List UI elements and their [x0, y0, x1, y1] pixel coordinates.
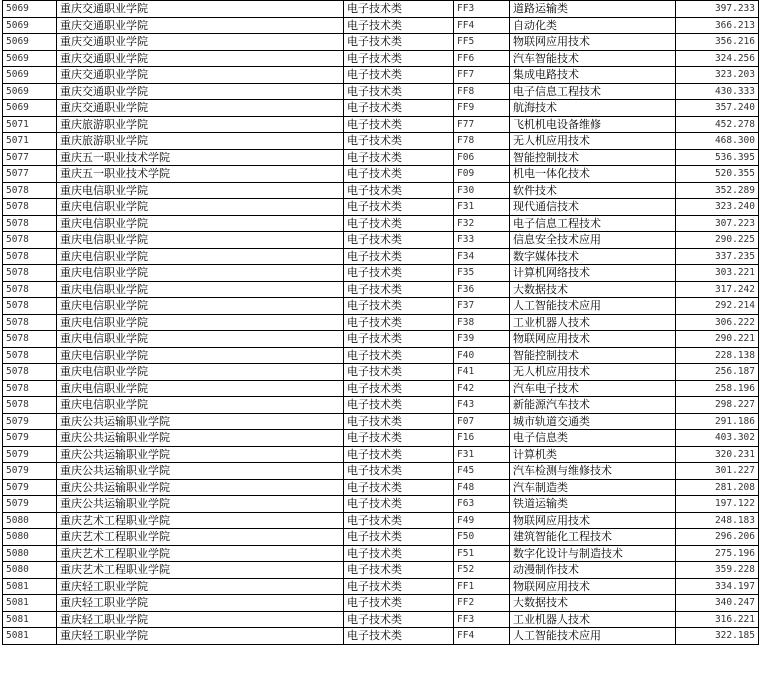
school-code-cell: 5080 [3, 529, 57, 546]
major-name-cell: 智能控制技术 [510, 347, 676, 364]
major-group-code-cell: F30 [454, 182, 510, 199]
school-name-cell: 重庆交通职业学院 [57, 100, 344, 117]
score-cell: 248.183 [676, 512, 759, 529]
major-name-cell: 铁道运输类 [510, 496, 676, 513]
category-cell: 电子技术类 [344, 347, 454, 364]
score-cell: 359.228 [676, 562, 759, 579]
school-code-cell: 5069 [3, 83, 57, 100]
major-name-cell: 自动化类 [510, 17, 676, 34]
school-name-cell: 重庆交通职业学院 [57, 50, 344, 67]
school-code-cell: 5078 [3, 314, 57, 331]
major-name-cell: 电子信息工程技术 [510, 83, 676, 100]
major-group-code-cell: F45 [454, 463, 510, 480]
school-code-cell: 5069 [3, 100, 57, 117]
category-cell: 电子技术类 [344, 67, 454, 84]
school-code-cell: 5071 [3, 116, 57, 133]
table-row [3, 149, 759, 166]
category-cell: 电子技术类 [344, 199, 454, 216]
score-cell: 275.196 [676, 545, 759, 562]
school-code-cell: 5078 [3, 298, 57, 315]
school-code-cell: 5078 [3, 331, 57, 348]
table-row [3, 67, 759, 84]
school-code-cell: 5077 [3, 166, 57, 183]
major-group-code-cell: FF1 [454, 578, 510, 595]
category-cell: 电子技术类 [344, 331, 454, 348]
school-code-cell: 5079 [3, 413, 57, 430]
table-row [3, 248, 759, 265]
category-cell: 电子技术类 [344, 628, 454, 645]
score-cell: 356.216 [676, 34, 759, 51]
school-code-cell: 5078 [3, 182, 57, 199]
table-row [3, 364, 759, 381]
school-name-cell: 重庆电信职业学院 [57, 347, 344, 364]
school-code-cell: 5078 [3, 215, 57, 232]
major-name-cell: 电子信息工程技术 [510, 215, 676, 232]
category-cell: 电子技术类 [344, 298, 454, 315]
category-cell: 电子技术类 [344, 529, 454, 546]
school-code-cell: 5078 [3, 380, 57, 397]
category-cell: 电子技术类 [344, 545, 454, 562]
school-code-cell: 5078 [3, 199, 57, 216]
major-group-code-cell: F49 [454, 512, 510, 529]
major-group-code-cell: FF3 [454, 611, 510, 628]
table-row [3, 281, 759, 298]
table-row [3, 199, 759, 216]
category-cell: 电子技术类 [344, 314, 454, 331]
school-name-cell: 重庆交通职业学院 [57, 1, 344, 18]
score-cell: 291.186 [676, 413, 759, 430]
category-cell: 电子技术类 [344, 496, 454, 513]
table-row [3, 529, 759, 546]
score-cell: 452.278 [676, 116, 759, 133]
category-cell: 电子技术类 [344, 397, 454, 414]
major-group-code-cell: F32 [454, 215, 510, 232]
major-group-code-cell: FF3 [454, 1, 510, 18]
table-row [3, 232, 759, 249]
major-name-cell: 汽车检测与维修技术 [510, 463, 676, 480]
table-row [3, 545, 759, 562]
category-cell: 电子技术类 [344, 430, 454, 447]
table-row [3, 578, 759, 595]
category-cell: 电子技术类 [344, 83, 454, 100]
table-row [3, 265, 759, 282]
table-row [3, 298, 759, 315]
category-cell: 电子技术类 [344, 166, 454, 183]
score-cell: 403.302 [676, 430, 759, 447]
score-cell: 292.214 [676, 298, 759, 315]
table-row [3, 611, 759, 628]
major-group-code-cell: FF4 [454, 628, 510, 645]
table-row [3, 430, 759, 447]
score-cell: 323.203 [676, 67, 759, 84]
major-group-code-cell: F33 [454, 232, 510, 249]
major-name-cell: 物联网应用技术 [510, 578, 676, 595]
major-name-cell: 工业机器人技术 [510, 314, 676, 331]
major-name-cell: 无人机应用技术 [510, 133, 676, 150]
school-code-cell: 5078 [3, 364, 57, 381]
category-cell: 电子技术类 [344, 364, 454, 381]
score-cell: 301.227 [676, 463, 759, 480]
score-cell: 366.213 [676, 17, 759, 34]
major-name-cell: 工业机器人技术 [510, 611, 676, 628]
table-row [3, 314, 759, 331]
score-cell: 324.256 [676, 50, 759, 67]
school-name-cell: 重庆轻工职业学院 [57, 628, 344, 645]
category-cell: 电子技术类 [344, 281, 454, 298]
category-cell: 电子技术类 [344, 100, 454, 117]
school-name-cell: 重庆艺术工程职业学院 [57, 562, 344, 579]
major-name-cell: 软件技术 [510, 182, 676, 199]
school-code-cell: 5078 [3, 397, 57, 414]
score-cell: 323.240 [676, 199, 759, 216]
major-group-code-cell: FF9 [454, 100, 510, 117]
school-code-cell: 5080 [3, 512, 57, 529]
major-group-code-cell: F34 [454, 248, 510, 265]
school-name-cell: 重庆轻工职业学院 [57, 611, 344, 628]
major-group-code-cell: FF6 [454, 50, 510, 67]
major-name-cell: 大数据技术 [510, 595, 676, 612]
school-name-cell: 重庆公共运输职业学院 [57, 446, 344, 463]
major-group-code-cell: F36 [454, 281, 510, 298]
major-group-code-cell: F31 [454, 446, 510, 463]
category-cell: 电子技术类 [344, 215, 454, 232]
major-name-cell: 汽车电子技术 [510, 380, 676, 397]
score-cell: 290.225 [676, 232, 759, 249]
school-name-cell: 重庆电信职业学院 [57, 298, 344, 315]
school-code-cell: 5069 [3, 67, 57, 84]
score-cell: 320.231 [676, 446, 759, 463]
table-row [3, 34, 759, 51]
table-row [3, 413, 759, 430]
table-row [3, 215, 759, 232]
school-code-cell: 5081 [3, 578, 57, 595]
score-cell: 357.240 [676, 100, 759, 117]
category-cell: 电子技术类 [344, 232, 454, 249]
table-row [3, 397, 759, 414]
major-group-code-cell: FF2 [454, 595, 510, 612]
school-code-cell: 5078 [3, 232, 57, 249]
major-group-code-cell: F51 [454, 545, 510, 562]
table-row [3, 166, 759, 183]
school-name-cell: 重庆电信职业学院 [57, 248, 344, 265]
score-cell: 228.138 [676, 347, 759, 364]
school-name-cell: 重庆公共运输职业学院 [57, 479, 344, 496]
category-cell: 电子技术类 [344, 34, 454, 51]
score-cell: 197.122 [676, 496, 759, 513]
major-name-cell: 动漫制作技术 [510, 562, 676, 579]
major-name-cell: 物联网应用技术 [510, 34, 676, 51]
major-name-cell: 汽车制造类 [510, 479, 676, 496]
table-row [3, 496, 759, 513]
major-name-cell: 电子信息类 [510, 430, 676, 447]
category-cell: 电子技术类 [344, 512, 454, 529]
score-cell: 397.233 [676, 1, 759, 18]
category-cell: 电子技术类 [344, 149, 454, 166]
score-cell: 334.197 [676, 578, 759, 595]
table-row [3, 100, 759, 117]
school-code-cell: 5077 [3, 149, 57, 166]
major-group-code-cell: F77 [454, 116, 510, 133]
table-row [3, 116, 759, 133]
school-code-cell: 5079 [3, 446, 57, 463]
school-code-cell: 5069 [3, 34, 57, 51]
table-row [3, 463, 759, 480]
school-code-cell: 5078 [3, 281, 57, 298]
school-code-cell: 5079 [3, 463, 57, 480]
school-name-cell: 重庆电信职业学院 [57, 331, 344, 348]
major-group-code-cell: F39 [454, 331, 510, 348]
major-name-cell: 机电一体化技术 [510, 166, 676, 183]
admission-score-table [2, 0, 759, 645]
school-name-cell: 重庆旅游职业学院 [57, 133, 344, 150]
major-group-code-cell: FF5 [454, 34, 510, 51]
score-cell: 520.355 [676, 166, 759, 183]
table-row [3, 479, 759, 496]
school-code-cell: 5069 [3, 17, 57, 34]
table-row [3, 50, 759, 67]
school-code-cell: 5078 [3, 248, 57, 265]
category-cell: 电子技术类 [344, 248, 454, 265]
school-code-cell: 5069 [3, 1, 57, 18]
school-name-cell: 重庆轻工职业学院 [57, 578, 344, 595]
school-code-cell: 5078 [3, 265, 57, 282]
school-code-cell: 5081 [3, 628, 57, 645]
school-name-cell: 重庆公共运输职业学院 [57, 496, 344, 513]
major-name-cell: 新能源汽车技术 [510, 397, 676, 414]
score-cell: 340.247 [676, 595, 759, 612]
category-cell: 电子技术类 [344, 50, 454, 67]
school-code-cell: 5071 [3, 133, 57, 150]
score-cell: 322.185 [676, 628, 759, 645]
score-cell: 352.289 [676, 182, 759, 199]
category-cell: 电子技术类 [344, 133, 454, 150]
major-group-code-cell: FF7 [454, 67, 510, 84]
major-group-code-cell: F40 [454, 347, 510, 364]
school-name-cell: 重庆交通职业学院 [57, 67, 344, 84]
table-row [3, 133, 759, 150]
school-code-cell: 5080 [3, 545, 57, 562]
major-name-cell: 航海技术 [510, 100, 676, 117]
table-row [3, 562, 759, 579]
school-name-cell: 重庆交通职业学院 [57, 17, 344, 34]
table-row [3, 83, 759, 100]
school-name-cell: 重庆公共运输职业学院 [57, 430, 344, 447]
major-name-cell: 城市轨道交通类 [510, 413, 676, 430]
school-name-cell: 重庆艺术工程职业学院 [57, 512, 344, 529]
category-cell: 电子技术类 [344, 182, 454, 199]
major-name-cell: 道路运输类 [510, 1, 676, 18]
category-cell: 电子技术类 [344, 463, 454, 480]
major-name-cell: 现代通信技术 [510, 199, 676, 216]
school-name-cell: 重庆电信职业学院 [57, 397, 344, 414]
school-name-cell: 重庆公共运输职业学院 [57, 413, 344, 430]
major-group-code-cell: F31 [454, 199, 510, 216]
table-row [3, 17, 759, 34]
major-name-cell: 无人机应用技术 [510, 364, 676, 381]
table-row [3, 512, 759, 529]
category-cell: 电子技术类 [344, 479, 454, 496]
table-row [3, 331, 759, 348]
table-body [3, 1, 759, 645]
school-name-cell: 重庆五一职业技术学院 [57, 166, 344, 183]
school-name-cell: 重庆五一职业技术学院 [57, 149, 344, 166]
score-cell: 298.227 [676, 397, 759, 414]
school-name-cell: 重庆电信职业学院 [57, 265, 344, 282]
school-code-cell: 5079 [3, 496, 57, 513]
major-group-code-cell: F16 [454, 430, 510, 447]
category-cell: 电子技术类 [344, 380, 454, 397]
school-name-cell: 重庆艺术工程职业学院 [57, 545, 344, 562]
major-name-cell: 数字化设计与制造技术 [510, 545, 676, 562]
school-code-cell: 5079 [3, 430, 57, 447]
major-name-cell: 飞机机电设备维修 [510, 116, 676, 133]
major-name-cell: 信息安全技术应用 [510, 232, 676, 249]
score-cell: 317.242 [676, 281, 759, 298]
school-name-cell: 重庆公共运输职业学院 [57, 463, 344, 480]
major-name-cell: 物联网应用技术 [510, 512, 676, 529]
major-group-code-cell: F09 [454, 166, 510, 183]
table-row [3, 347, 759, 364]
table-row [3, 1, 759, 18]
school-name-cell: 重庆交通职业学院 [57, 34, 344, 51]
score-cell: 307.223 [676, 215, 759, 232]
school-name-cell: 重庆电信职业学院 [57, 199, 344, 216]
major-group-code-cell: F48 [454, 479, 510, 496]
category-cell: 电子技术类 [344, 611, 454, 628]
major-name-cell: 数字媒体技术 [510, 248, 676, 265]
category-cell: 电子技术类 [344, 265, 454, 282]
major-name-cell: 集成电路技术 [510, 67, 676, 84]
major-name-cell: 物联网应用技术 [510, 331, 676, 348]
school-name-cell: 重庆电信职业学院 [57, 380, 344, 397]
school-name-cell: 重庆电信职业学院 [57, 182, 344, 199]
table-row [3, 182, 759, 199]
major-group-code-cell: F06 [454, 149, 510, 166]
score-cell: 337.235 [676, 248, 759, 265]
major-name-cell: 大数据技术 [510, 281, 676, 298]
major-group-code-cell: F41 [454, 364, 510, 381]
score-cell: 430.333 [676, 83, 759, 100]
school-code-cell: 5081 [3, 611, 57, 628]
major-group-code-cell: F37 [454, 298, 510, 315]
major-name-cell: 建筑智能化工程技术 [510, 529, 676, 546]
school-name-cell: 重庆电信职业学院 [57, 281, 344, 298]
school-name-cell: 重庆轻工职业学院 [57, 595, 344, 612]
school-code-cell: 5081 [3, 595, 57, 612]
major-group-code-cell: FF8 [454, 83, 510, 100]
major-name-cell: 人工智能技术应用 [510, 628, 676, 645]
school-code-cell: 5078 [3, 347, 57, 364]
table-row [3, 595, 759, 612]
major-name-cell: 计算机类 [510, 446, 676, 463]
major-group-code-cell: F35 [454, 265, 510, 282]
score-cell: 296.206 [676, 529, 759, 546]
school-name-cell: 重庆艺术工程职业学院 [57, 529, 344, 546]
score-cell: 316.221 [676, 611, 759, 628]
score-cell: 303.221 [676, 265, 759, 282]
category-cell: 电子技术类 [344, 17, 454, 34]
school-name-cell: 重庆电信职业学院 [57, 232, 344, 249]
score-cell: 290.221 [676, 331, 759, 348]
category-cell: 电子技术类 [344, 116, 454, 133]
major-name-cell: 计算机网络技术 [510, 265, 676, 282]
major-group-code-cell: F42 [454, 380, 510, 397]
school-name-cell: 重庆电信职业学院 [57, 364, 344, 381]
score-cell: 258.196 [676, 380, 759, 397]
major-group-code-cell: F50 [454, 529, 510, 546]
school-code-cell: 5080 [3, 562, 57, 579]
school-code-cell: 5079 [3, 479, 57, 496]
category-cell: 电子技术类 [344, 595, 454, 612]
major-group-code-cell: F38 [454, 314, 510, 331]
major-group-code-cell: F07 [454, 413, 510, 430]
major-name-cell: 人工智能技术应用 [510, 298, 676, 315]
score-cell: 468.300 [676, 133, 759, 150]
score-cell: 281.208 [676, 479, 759, 496]
category-cell: 电子技术类 [344, 562, 454, 579]
major-group-code-cell: FF4 [454, 17, 510, 34]
school-code-cell: 5069 [3, 50, 57, 67]
major-group-code-cell: F43 [454, 397, 510, 414]
category-cell: 电子技术类 [344, 446, 454, 463]
score-cell: 536.395 [676, 149, 759, 166]
category-cell: 电子技术类 [344, 578, 454, 595]
major-group-code-cell: F52 [454, 562, 510, 579]
school-name-cell: 重庆电信职业学院 [57, 314, 344, 331]
school-name-cell: 重庆旅游职业学院 [57, 116, 344, 133]
major-name-cell: 汽车智能技术 [510, 50, 676, 67]
major-group-code-cell: F63 [454, 496, 510, 513]
category-cell: 电子技术类 [344, 413, 454, 430]
school-name-cell: 重庆交通职业学院 [57, 83, 344, 100]
score-cell: 306.222 [676, 314, 759, 331]
school-name-cell: 重庆电信职业学院 [57, 215, 344, 232]
major-name-cell: 智能控制技术 [510, 149, 676, 166]
score-cell: 256.187 [676, 364, 759, 381]
table-row [3, 628, 759, 645]
category-cell: 电子技术类 [344, 1, 454, 18]
table-row [3, 446, 759, 463]
table-row [3, 380, 759, 397]
major-group-code-cell: F78 [454, 133, 510, 150]
